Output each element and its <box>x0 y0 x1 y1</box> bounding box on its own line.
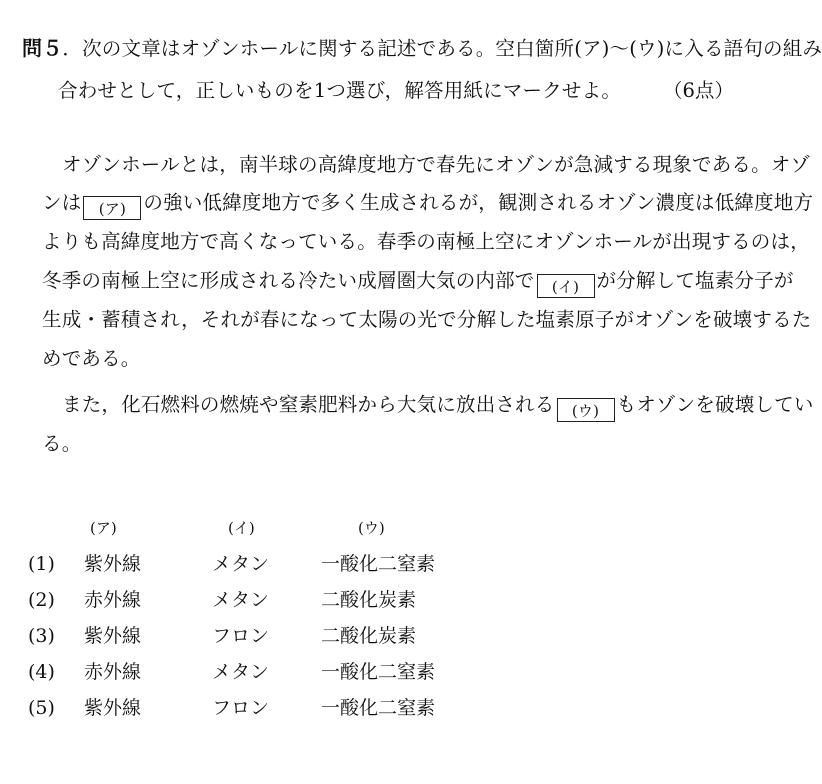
choice-header-u: (ウ) <box>358 519 385 537</box>
question-stem-line-1 <box>22 34 822 63</box>
passage-line-5: 生成・蓄積され，それが春になって太陽の光で分解した塩素原子がオゾンを破壊するた <box>42 308 812 331</box>
choice-i-value: メタン <box>212 661 270 683</box>
choice-header-i: (イ) <box>228 519 255 537</box>
choice-u-value: 二酸化炭素 <box>321 625 417 647</box>
question-points: （6点） <box>663 79 734 102</box>
passage-line-2-b: の強い低緯度地方で多く生成されるが，観測されるオゾン濃度は低緯度地方 <box>143 191 814 214</box>
choice-u-value: 一酸化二窒素 <box>321 553 436 575</box>
passage-line-4-b: が分解して塩素分子が <box>596 269 794 292</box>
choice-number: (5) <box>28 697 55 719</box>
choice-i-value: メタン <box>212 589 270 611</box>
choice-a-value: 赤外線 <box>84 661 142 683</box>
choice-header-a: (ア) <box>90 519 117 537</box>
choice-number: (1) <box>28 553 55 575</box>
passage-line-2 <box>42 184 813 222</box>
blank-a: (ア) <box>83 196 141 220</box>
choice-a-value: 紫外線 <box>84 553 142 575</box>
choice-a-value: 赤外線 <box>84 589 142 611</box>
question-stem-line-2: 合わせとして，正しいものを1つ選び，解答用紙にマークせよ。 <box>58 79 622 102</box>
choice-i-value: フロン <box>212 697 270 719</box>
passage-line-6: めである。 <box>42 347 141 370</box>
passage-line-8: る。 <box>42 432 82 455</box>
choice-u-value: 二酸化炭素 <box>321 589 417 611</box>
passage-line-3: よりも高緯度地方で高くなっている。春季の南極上空にオゾンホールが出現するのは， <box>42 230 810 253</box>
passage-line-4-a: 冬季の南極上空に形成される冷たい成層圏大気の内部で <box>42 269 535 292</box>
question-stem-text-1: ．次の文章はオゾンホールに関する記述である。空白箇所(ア)〜(ウ)に入る語句の組み <box>62 37 822 60</box>
choice-number: (4) <box>28 661 55 683</box>
passage-line-1: オゾンホールとは，南半球の高緯度地方で春先にオゾンが急減する現象である。オゾ <box>62 153 811 176</box>
choice-number: (3) <box>28 625 55 647</box>
choice-u-value: 一酸化二窒素 <box>321 661 436 683</box>
passage-line-7 <box>62 386 814 424</box>
blank-u: (ウ) <box>557 398 615 422</box>
choice-a-value: 紫外線 <box>84 625 142 647</box>
blank-i: (イ) <box>537 274 595 298</box>
choice-a-value: 紫外線 <box>84 697 142 719</box>
question-number: 問５ <box>22 36 63 60</box>
passage-line-7-b: もオゾンを破壊してい <box>616 393 814 416</box>
passage-line-4 <box>42 262 794 300</box>
passage-line-2-a: ンは <box>42 191 82 214</box>
choice-u-value: 一酸化二窒素 <box>321 697 436 719</box>
passage-line-7-a: また，化石燃料の燃焼や窒素肥料から大気に放出される <box>62 393 555 416</box>
choice-i-value: メタン <box>212 553 270 575</box>
choice-number: (2) <box>28 589 55 611</box>
choice-i-value: フロン <box>212 625 270 647</box>
